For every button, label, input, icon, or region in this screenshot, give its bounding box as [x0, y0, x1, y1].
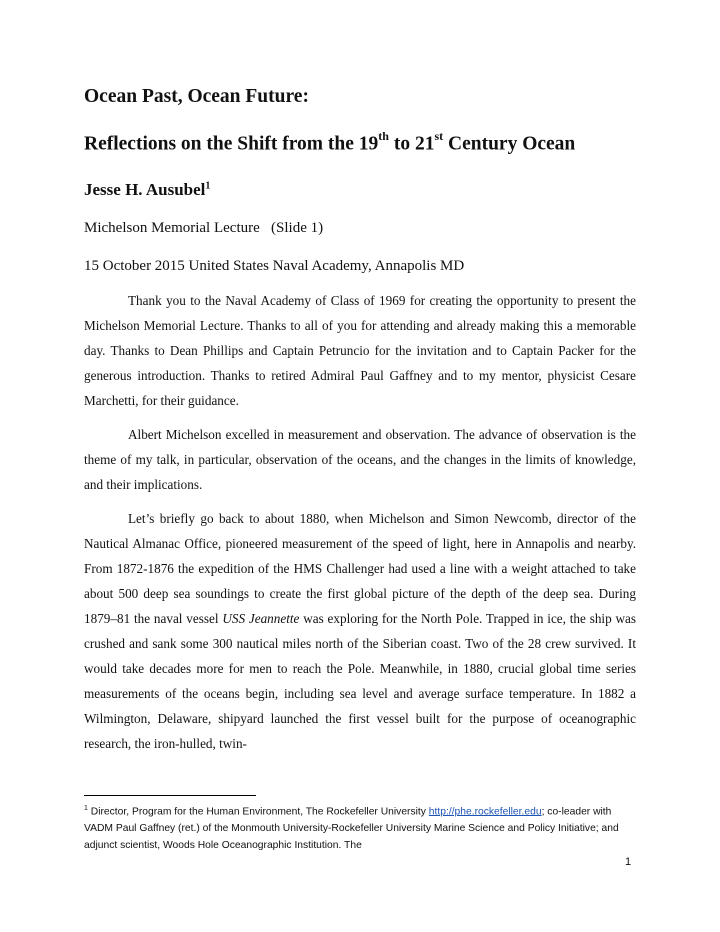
paragraph-2	[84, 422, 636, 497]
title-part-3: Century Ocean	[443, 133, 576, 155]
title-sup-th: th	[378, 129, 389, 143]
page-number: 1	[625, 856, 632, 868]
author-name: Jesse H. Ausubel	[84, 180, 206, 199]
author-footnote-mark[interactable]: 1	[205, 180, 211, 192]
paragraph-3-text-after: was exploring for the North Pole. Trapped in ice, the ship was crushed and sank some 300 nautical miles north of the Siberian coast. Two of the 28 crew survived. It would take decades more for men to reach the Pole. Meanwhile, in 1880, crucial global time series measurements of the oceans begin, including sea level and average surface temperature. In 1882 a Wilmington, Delaware, shipyard launched the first vessel built for the purpose of oceanographic research, the iron-hulled, twin-	[84, 611, 637, 751]
date-line: 15 October 2015 United States Naval Academy, Annapolis MD	[84, 258, 465, 274]
paragraph-3-ship-name: USS Jeannette	[222, 611, 300, 626]
title-part-2: to 21	[388, 133, 435, 155]
title-line-2	[84, 131, 575, 156]
paragraph-3	[84, 506, 636, 756]
footnote	[84, 800, 640, 854]
footnote-mark: 1	[84, 805, 88, 812]
paragraph-2-text: Albert Michelson excelled in measurement and observation. The advance of observation is the theme of my talk, in particular, observation of the oceans, and the changes in the limits of knowledge, and their implications.	[84, 427, 636, 492]
title-line-1: Ocean Past, Ocean Future:	[84, 86, 309, 107]
footnote-separator	[84, 795, 256, 796]
title-part-1: Reflections on the Shift from the 19	[84, 133, 379, 155]
footnote-link[interactable]: http://phe.rockefeller.edu	[428, 806, 542, 818]
author-line	[84, 180, 210, 200]
paragraph-3-text-before: Let’s briefly go back to about 1880, when Michelson and Simon Newcomb, director of the Nautical Almanac Office, pioneered measurement of the speed of light, here in Annapolis and nearby. From 1872-1876 the expedition of the HMS Challenger had used a line with a weight attached to take about 500 deep sea soundings to create the first global picture of the depth of the deep sea. During 1879–81 the naval vessel	[84, 511, 636, 626]
lecture-line: Michelson Memorial Lecture (Slide 1)	[84, 220, 324, 236]
footnote-text-after: ; co-leader with VADM Paul Gaffney (ret.) of the Monmouth University-Rockefeller University Marine Science and Policy Initiative; and adjunct scientist, Woods Hole Oceanographic Institution. The	[84, 806, 619, 852]
footnote-text-before: Director, Program for the Human Environment, The Rockefeller University	[87, 806, 429, 818]
title-sup-st: st	[434, 129, 444, 143]
paragraph-1	[84, 288, 636, 413]
paragraph-1-text: Thank you to the Naval Academy of Class of 1969 for creating the opportunity to present the Michelson Memorial Lecture. Thanks to all of you for attending and already making this a memorable day. Thanks to Dean Phillips and Captain Petruncio for the invitation and to Captain Packer for the generous introduction. Thanks to retired Admiral Paul Gaffney and to my mentor, physicist Cesare Marchetti, for their guidance.	[84, 293, 636, 408]
